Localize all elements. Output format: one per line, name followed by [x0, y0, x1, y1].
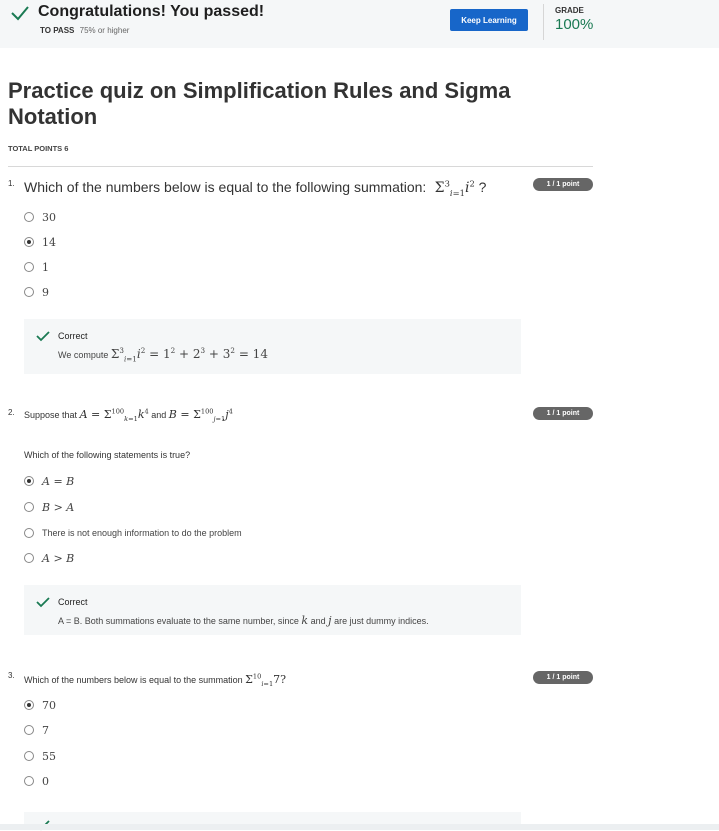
option-label: B > A	[42, 500, 75, 514]
feedback-text	[58, 346, 268, 364]
to-pass-label: TO PASS	[40, 26, 75, 35]
answer-option[interactable]	[24, 723, 49, 737]
feedback-title: Correct	[58, 331, 88, 341]
option-label: 0	[42, 774, 49, 788]
check-icon	[10, 4, 30, 22]
option-label: 55	[42, 749, 56, 763]
points-badge: 1 / 1 point	[533, 407, 593, 420]
radio-button[interactable]	[24, 751, 34, 761]
feedback-prefix: We compute	[58, 350, 109, 360]
banner-title: Congratulations! You passed!	[38, 3, 265, 20]
banner-divider	[543, 4, 544, 40]
question-text-mid: and	[151, 410, 167, 420]
question-text-label: Which of the numbers below is equal to the summation	[24, 675, 243, 685]
variable-j: j	[328, 614, 332, 627]
radio-button[interactable]	[24, 502, 34, 512]
option-label: A > B	[42, 551, 75, 565]
feedback-suffix: are just dummy indices.	[334, 616, 429, 626]
option-label: 9	[42, 285, 49, 299]
option-label: 30	[42, 210, 56, 224]
points-badge: 1 / 1 point	[533, 178, 593, 191]
summation-formula: $\Sigma^3_{i=1}i^2$	[430, 178, 475, 198]
answer-option[interactable]	[24, 551, 74, 565]
total-points: TOTAL POINTS 6	[8, 144, 69, 153]
divider	[8, 166, 593, 167]
answer-option[interactable]	[24, 500, 74, 514]
radio-button[interactable]	[24, 262, 34, 272]
radio-button[interactable]	[24, 287, 34, 297]
feedback-prefix: A = B. Both summations evaluate to the same number, since	[58, 616, 299, 626]
summation-formula: $\Sigma^{10}_{i=1}7$?	[245, 672, 287, 689]
option-label: 70	[42, 698, 56, 712]
horizontal-scrollbar[interactable]	[0, 824, 719, 830]
answer-option[interactable]	[24, 526, 242, 540]
option-label: 7	[42, 723, 49, 737]
radio-button[interactable]	[24, 776, 34, 786]
radio-button-selected[interactable]	[24, 700, 34, 710]
page-title: Practice quiz on Simplification Rules and Sigma Notation	[8, 78, 511, 129]
question-prompt: Which of the following statements is true?	[24, 450, 191, 460]
question-text: Which of the numbers below is equal to the following summation: $\Sigma^3_{i=1}i^2$ ?	[24, 178, 487, 198]
answer-option[interactable]	[24, 774, 49, 788]
feedback-box	[24, 585, 521, 635]
radio-button-selected[interactable]	[24, 476, 34, 486]
option-label: A = B	[42, 474, 75, 488]
grade-label: GRADE	[555, 6, 584, 15]
variable-k: k	[301, 614, 309, 627]
points-badge: 1 / 1 point	[533, 671, 593, 684]
answer-option[interactable]	[24, 698, 56, 712]
answer-option[interactable]	[24, 474, 74, 488]
feedback-mid: and	[310, 616, 326, 626]
question-text	[24, 407, 233, 424]
grade-value: 100%	[555, 16, 594, 33]
question-text-label: Suppose that	[24, 410, 78, 420]
formula-a: $A = \Sigma^{100}_{k=1}k^4$	[79, 407, 149, 424]
question-text	[24, 672, 287, 689]
question-text-label: Which of the numbers below is equal to the following summation:	[24, 179, 427, 195]
result-banner	[0, 0, 719, 48]
answer-option[interactable]	[24, 235, 56, 249]
option-label: 14	[42, 235, 56, 249]
check-icon	[36, 596, 50, 608]
answer-option[interactable]	[24, 260, 49, 274]
feedback-title: Correct	[58, 597, 88, 607]
radio-button[interactable]	[24, 725, 34, 735]
question-number: 1.	[8, 179, 15, 188]
feedback-text	[58, 614, 429, 627]
radio-button[interactable]	[24, 553, 34, 563]
radio-button[interactable]	[24, 212, 34, 222]
to-pass-value: 75% or higher	[79, 26, 130, 35]
option-label: There is not enough information to do the problem	[42, 528, 242, 538]
option-label: 1	[42, 260, 49, 274]
answer-option[interactable]	[24, 749, 56, 763]
to-pass-info	[40, 26, 129, 35]
radio-button-selected[interactable]	[24, 237, 34, 247]
formula-b: $B = \Sigma^{100}_{j=1}j^4$	[168, 407, 233, 424]
answer-option[interactable]	[24, 285, 49, 299]
check-icon	[36, 330, 50, 342]
question-number: 3.	[8, 671, 15, 680]
feedback-formula: $\Sigma^3_{i=1}i^2 = 1^2 + 2^3 + 3^2 = 14$	[110, 346, 268, 364]
feedback-box	[24, 319, 521, 374]
keep-learning-button[interactable]: Keep Learning	[450, 9, 528, 31]
answer-option[interactable]	[24, 210, 56, 224]
question-number: 2.	[8, 408, 15, 417]
radio-button[interactable]	[24, 528, 34, 538]
